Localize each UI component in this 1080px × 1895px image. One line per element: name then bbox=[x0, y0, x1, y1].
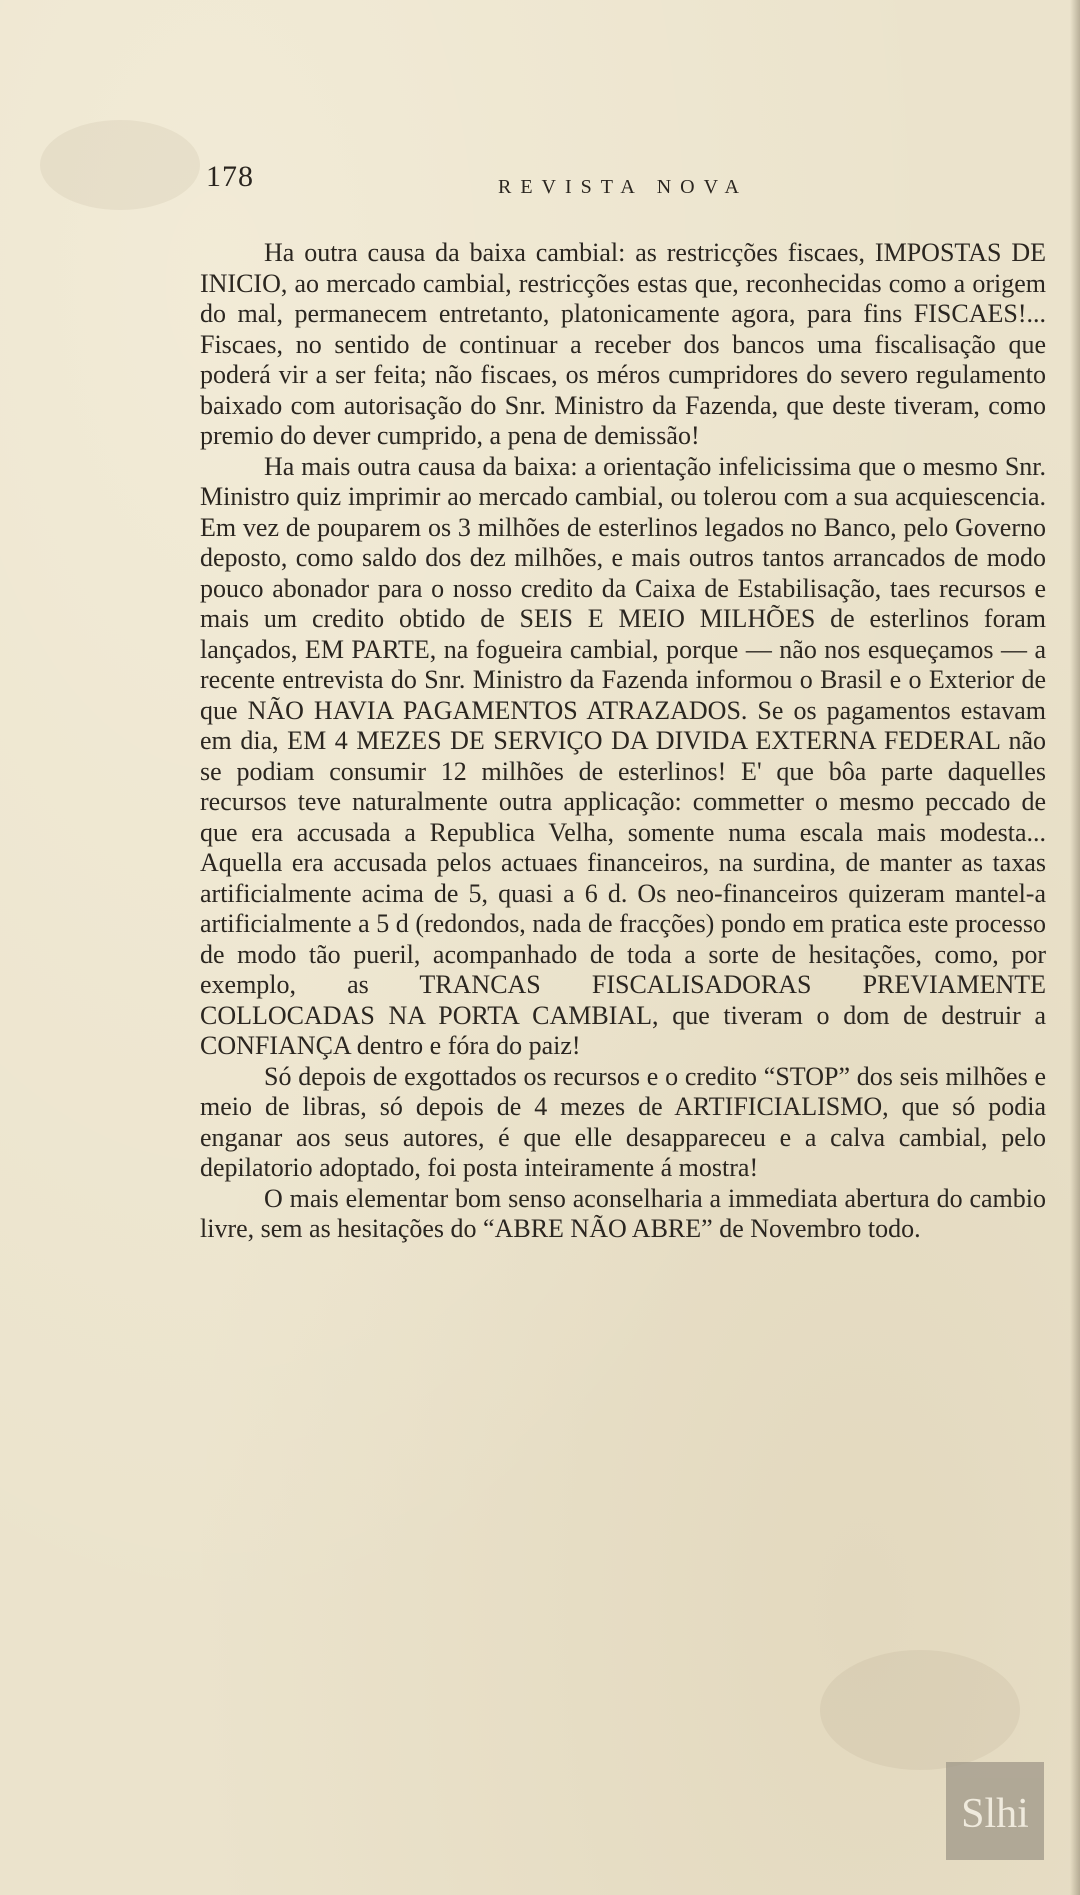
paper-stain bbox=[820, 1650, 1020, 1770]
page-header bbox=[206, 160, 1046, 200]
watermark-text: Slhi bbox=[961, 1791, 1029, 1837]
paragraph: O mais elementar bom senso aconselharia a immediata abertura do cambio livre, sem as hesitações do “ABRE NÃO ABRE” de Novembro todo. bbox=[200, 1183, 1046, 1243]
page-number: 178 bbox=[206, 160, 254, 193]
paragraph: Só depois de exgottados os recursos e o credito “STOP” dos seis milhões e meio de libras, só depois de 4 mezes de ARTIFICIALISMO, que só podia enganar aos seus autores, é que elle desappareceu e a calva cambial, pelo depilatorio adoptado, foi posta inteiramente á mostra! bbox=[200, 1061, 1046, 1182]
page-edge-shadow bbox=[1070, 0, 1080, 1895]
article-body bbox=[200, 238, 1046, 1245]
running-title: REVISTA NOVA bbox=[498, 176, 748, 198]
paper-stain bbox=[40, 120, 200, 210]
paragraph: Ha outra causa da baixa cambial: as restricções fiscaes, IMPOSTAS DE INICIO, ao mercado cambial, restricções estas que, reconhecidas como a origem do mal, permanecem entretanto, platonicamente agora, para fins FISCAES!... Fiscaes, no sentido de continuar a receber dos bancos uma fiscalisação que poderá vir a ser feita; não fiscaes, os méros cumpridores do severo regulamento baixado com autorisação do Snr. Ministro da Fazenda, que deste tiveram, como premio do dever cumprido, a pena de demissão! bbox=[200, 238, 1046, 450]
paragraph: Ha mais outra causa da baixa: a orientação infelicissima que o mesmo Snr. Ministro quiz imprimir ao mercado cambial, ou tolerou com a sua acquiescencia. Em vez de pouparem os 3 milhões de esterlinos legados no Banco, pelo Governo deposto, como saldo dos dez milhões, e mais outros tantos arrancados de modo pouco abonador para o nosso credito da Caixa de Estabilisação, taes recursos e mais um credito obtido de SEIS E MEIO MILHÕES de esterlinos foram lançados, EM PARTE, na fogueira cambial, porque — não nos esqueçamos — a recente entrevista do Snr. Ministro da Fazenda informou o Brasil e o Exterior de que NÃO HAVIA PAGAMENTOS ATRAZADOS. Se os pagamentos estavam em dia, EM 4 MEZES DE SERVIÇO DA DIVIDA EXTERNA FEDERAL não se podiam consumir 12 milhões de esterlinos! E' que bôa parte daquelles recursos teve naturalmente outra applicação: commetter o mesmo peccado de que era accusada a Republica Velha, somente numa escala mais modesta... Aquella era accusada pelos actuaes financeiros, na surdina, de manter as taxas artificialmente acima de 5, quasi a 6 d. Os neo-financeiros quizeram mantel-a artificialmente a 5 d (redondos, nada de fracções) pondo em pratica este processo de modo tão pueril, acompanhado de toda a sorte de hesitações, como, por exemplo, as TRANCAS FISCALISADORAS PREVIAMENTE COLLOCADAS NA PORTA CAMBIAL, que tiveram o dom de destruir a CONFIANÇA dentro e fóra do paiz! bbox=[200, 451, 1046, 1060]
watermark-logo bbox=[946, 1762, 1044, 1860]
